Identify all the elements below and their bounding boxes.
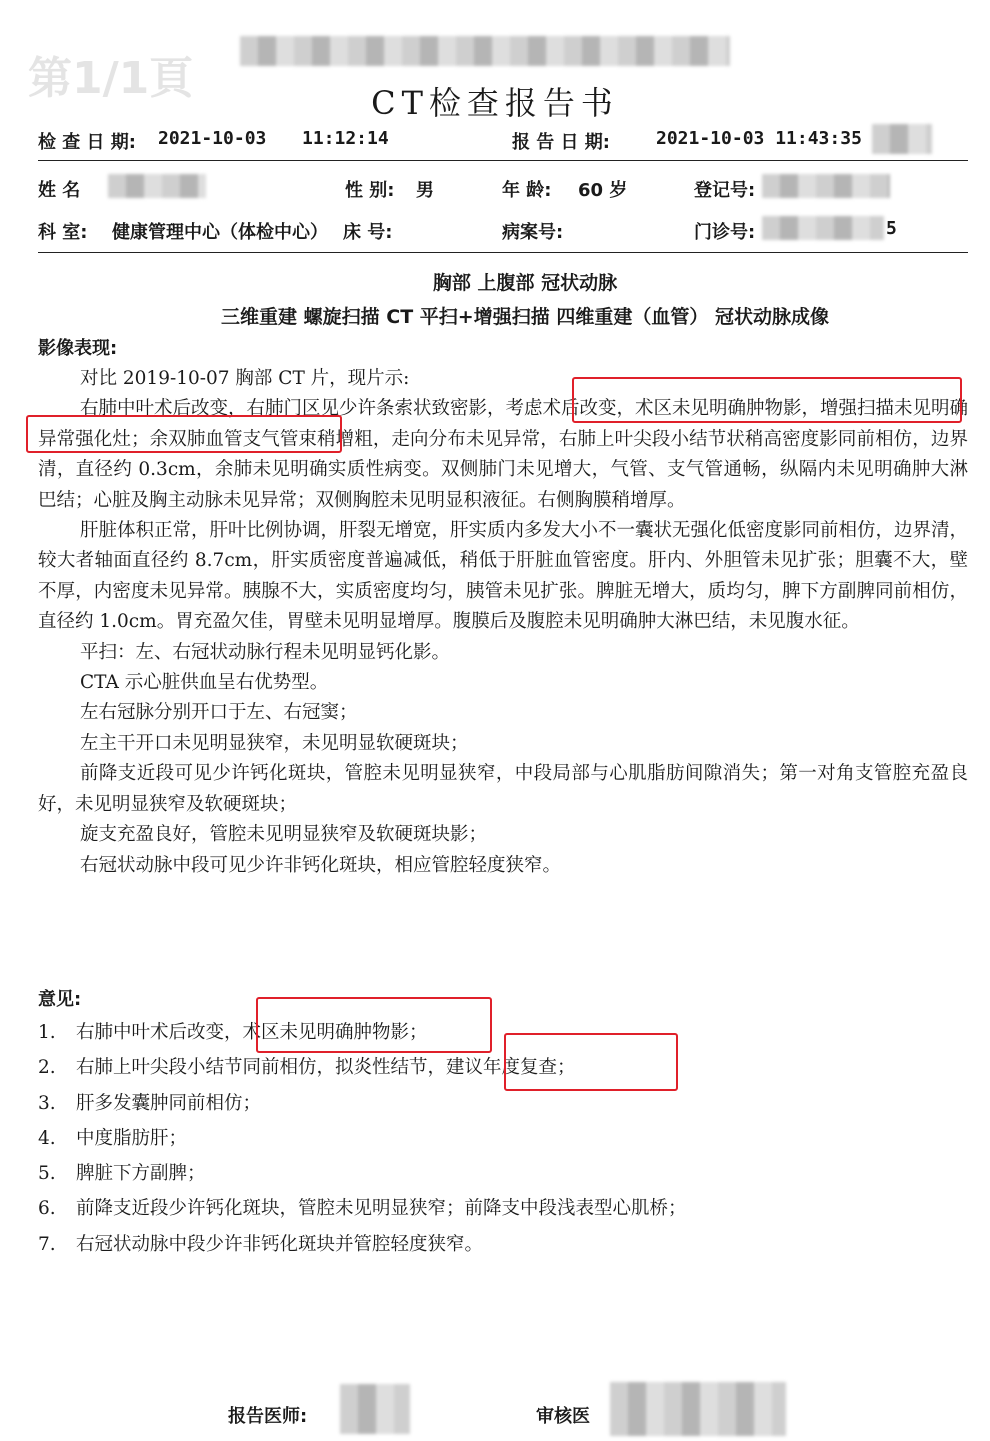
reporter-label: 报告医师:	[228, 1406, 308, 1427]
reviewer-label: 审核医	[536, 1406, 590, 1427]
findings-coronary-origin: 左右冠脉分别开口于左、右冠窦；	[80, 702, 358, 724]
clinic-no-suffix: 5	[886, 218, 897, 239]
highlight-box-postop	[572, 377, 962, 423]
dept-value: 健康管理中心（体检中心）	[112, 222, 328, 243]
redacted-clinic-no	[762, 216, 884, 240]
age-label: 年 龄:	[502, 180, 552, 201]
exam-time: 11:12:14	[302, 128, 389, 149]
opinion-label: 意见:	[38, 989, 82, 1010]
page-label: 第1/1頁	[28, 53, 194, 104]
highlight-box-no-mass	[256, 997, 492, 1053]
opinion-item: 2. 右肺上叶尖段小结节同前相仿，拟炎性结节，建议年度复查；	[38, 1057, 576, 1079]
findings-comparison: 对比 2019-10-07 胸部 CT 片，现片示:	[80, 368, 410, 389]
highlight-box-annual-review	[504, 1033, 678, 1091]
gender-value: 男	[416, 180, 434, 201]
opinion-item: 3. 肝多发囊肿同前相仿；	[38, 1092, 262, 1114]
highlight-box-enhancement	[26, 415, 342, 453]
report-date-label: 报 告 日 期:	[512, 132, 610, 153]
report-datetime: 2021-10-03 11:43:35	[656, 128, 862, 149]
name-label: 姓 名	[38, 180, 81, 201]
clinic-label: 门诊号:	[694, 222, 756, 243]
findings-abdomen: 肝脏体积正常，肝叶比例协调，肝裂无增宽，肝实质内多发大小不一囊状无强化低密度影同前相仿，边界清，较大者轴面直径约 8.7cm，肝实质密度普遍减低，稍低于肝脏血管密度。肝内、外胆管未见扩张；胆囊不大，壁不厚，内密度未见异常。胰腺不大，实质密度均匀，胰管未见扩张。脾脏无增大，质均匀，脾下方副脾同前相仿，直径约 1.0cm。胃充盈欠佳，胃壁未见明显增厚。腹膜后及腹腔未见明确肿大淋巴结，未见腹水征。	[38, 520, 969, 633]
dept-label: 科 室:	[38, 222, 88, 243]
case-label: 病案号:	[502, 222, 564, 243]
redacted-corner	[872, 124, 932, 154]
findings-rca: 右冠状动脉中段可见少许非钙化斑块，相应管腔轻度狭窄。	[80, 854, 562, 876]
redacted-hospital-name	[240, 36, 730, 66]
redacted-reg-no	[762, 174, 890, 198]
header-rule-bottom	[38, 252, 968, 253]
header-rule-top	[38, 160, 968, 161]
gender-label: 性 别:	[345, 180, 395, 201]
exam-date: 2021-10-03	[158, 128, 267, 149]
findings-chest: 右肺中叶术后改变，右肺门区见少许条索状致密影，考虑术后改变，术区未见明确肿物影，增强扫描未见明确异常强化灶；余双肺血管支气管束稍增粗，走向分布未见异常，右肺上叶尖段小结节状稍高密度影同前相仿，边界清，直径约 0.3cm，余肺未见明确实质性病变。双侧肺门未见增大，气管、支气管通畅，纵隔内未见明确肿大淋巴结；心脏及胸主动脉未见异常；双侧胸腔未见明显积液征。右侧胸膜稍增厚。	[38, 398, 969, 511]
findings-left-main: 左主干开口未见明显狭窄，未见明显软硬斑块；	[80, 732, 469, 754]
findings-label: 影像表现:	[38, 338, 118, 359]
opinion-item: 7. 右冠状动脉中段少许非钙化斑块并管腔轻度狭窄。	[38, 1233, 484, 1255]
findings-lad: 前降支近段可见少许钙化斑块，管腔未见明显狭窄，中段局部与心肌脂肪间隙消失；第一对角支管腔充盈良好，未见明显狭窄及软硬斑块；	[38, 763, 968, 815]
findings-cta-dominance: CTA 示心脏供血呈右优势型。	[80, 672, 329, 694]
exam-date-label: 检 查 日 期:	[38, 132, 136, 153]
redacted-reporter	[340, 1384, 410, 1434]
exam-regions: 胸部 上腹部 冠状动脉	[432, 272, 618, 294]
report-title: CT检查报告书	[371, 84, 619, 122]
opinion-item: 4. 中度脂肪肝；	[38, 1127, 188, 1149]
opinion-item: 5. 脾脏下方副脾；	[38, 1163, 206, 1185]
opinion-list	[38, 1015, 968, 1262]
opinion-item: 6. 前降支近段少许钙化斑块，管腔未见明显狭窄；前降支中段浅表型心肌桥；	[38, 1198, 687, 1220]
exam-methods: 三维重建 螺旋扫描 CT 平扫+增强扫描 四维重建（血管） 冠状动脉成像	[221, 306, 829, 328]
reg-no-label: 登记号:	[694, 180, 756, 201]
findings-plain-scan: 平扫：左、右冠状动脉行程未见明显钙化影。	[80, 641, 451, 663]
redacted-patient-name	[108, 174, 206, 198]
findings-circumflex: 旋支充盈良好，管腔未见明显狭窄及软硬斑块影；	[80, 824, 488, 846]
age-value: 60 岁	[578, 180, 628, 201]
opinion-item: 1. 右肺中叶术后改变，术区未见明确肿物影；	[38, 1022, 428, 1043]
bed-label: 床 号:	[343, 222, 393, 243]
redacted-reviewer	[610, 1382, 786, 1436]
